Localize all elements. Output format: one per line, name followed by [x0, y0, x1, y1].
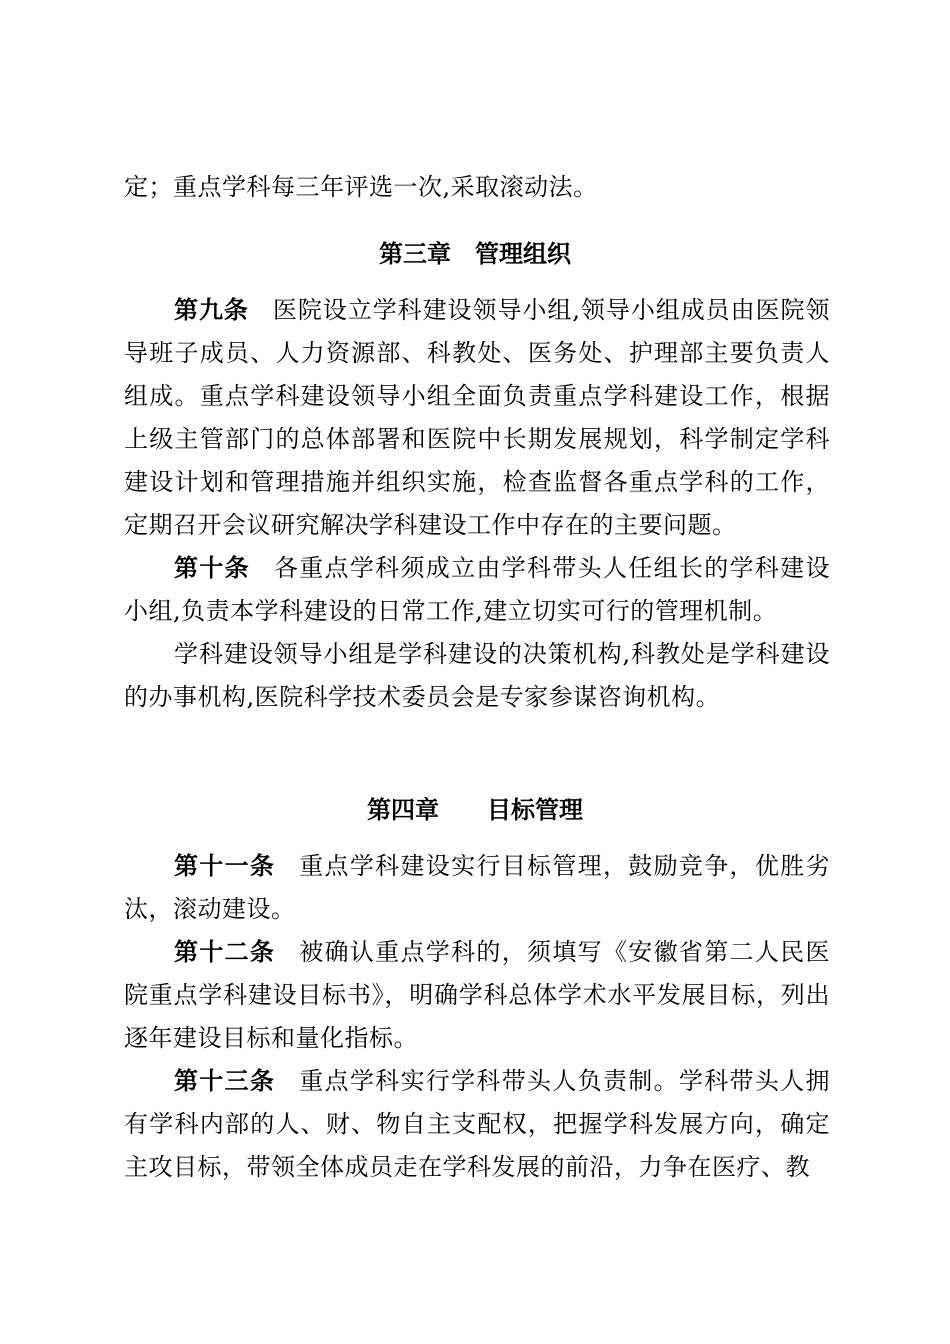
- chapter-4-title: 第四章 目标管理: [367, 796, 583, 824]
- article-13-label: 第十三条: [174, 1067, 276, 1095]
- article-11: [124, 845, 830, 931]
- article-9-label: 第九条: [174, 296, 249, 324]
- article-10-continuation: 学科建设领导小组是学科建设的决策机构,科教处是学科建设的办事机构,医院科学技术委员会是专家参谋咨询机构。: [124, 640, 830, 711]
- article-9-text: 医院设立学科建设领导小组,领导小组成员由医院领导班子成员、人力资源部、科教处、医务处、护理部主要负责人组成。重点学科建设领导小组全面负责重点学科建设工作，根据上级主管部门的总体部署和医院中长期发展规划，科学制定学科建设计划和管理措施并组织实施，检查监督各重点学科的工作，定期召开会议研究解决学科建设工作中存在的主要问题。: [124, 296, 830, 539]
- article-13: [124, 1060, 830, 1189]
- paragraph-continuation: 定；重点学科每三年评选一次,采取滚动法。: [124, 173, 598, 201]
- article-13-text: 重点学科实行学科带头人负责制。学科带头人拥有学科内部的人、财、物自主支配权，把握学科发展方向，确定主攻目标，带领全体成员走在学科发展的前沿，力争在医疗、教: [124, 1067, 830, 1181]
- chapter-3-title: 第三章 管理组织: [379, 240, 571, 268]
- article-10-text: 各重点学科须成立由学科带头人任组长的学科建设小组,负责本学科建设的日常工作,建立切实可行的管理机制。: [124, 554, 830, 625]
- article-10-label: 第十条: [174, 554, 250, 582]
- article-10: [124, 547, 830, 633]
- article-11-label: 第十一条: [174, 852, 276, 880]
- article-11-text: 重点学科建设实行目标管理，鼓励竞争，优胜劣汰，滚动建设。: [124, 852, 830, 923]
- article-12-label: 第十二条: [174, 938, 276, 966]
- article-12: [124, 931, 830, 1060]
- article-12-text: 被确认重点学科的，须填写《安徽省第二人民医院重点学科建设目标书》，明确学科总体学术水平发展目标，列出逐年建设目标和量化指标。: [124, 938, 830, 1052]
- article-9: [124, 289, 830, 547]
